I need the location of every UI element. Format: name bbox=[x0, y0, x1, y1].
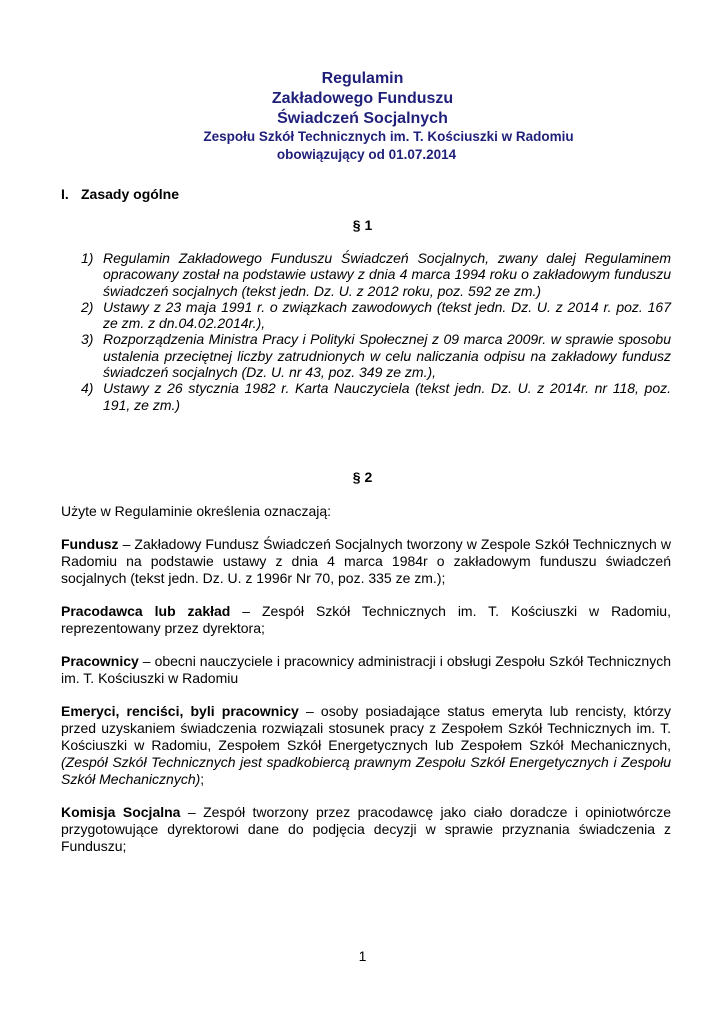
list-item-number: 4) bbox=[81, 380, 94, 397]
list-item-text: Ustawy z 26 stycznia 1982 r. Karta Nauczyciela (tekst jedn. Dz. U. z 2014r. nr 118, poz. 191, ze zm.) bbox=[103, 380, 671, 413]
list-item-text: Rozporządzenia Ministra Pracy i Polityki Społecznej z 09 marca 2009r. w sprawie sposobu ustalenia przeciętnej liczby zatrudnionych w celu naliczania odpisu na zakładowy fundusz świadczeń socjalnych (Dz. U. nr 43, poz. 349 ze zm.), bbox=[103, 331, 671, 381]
list-item-number: 2) bbox=[81, 298, 94, 315]
list-item bbox=[81, 299, 671, 332]
list-item-number: 1) bbox=[81, 250, 94, 266]
definition-term: Fundusz bbox=[61, 536, 119, 552]
section-title: Zasady ogólne bbox=[81, 186, 180, 202]
list-item-text: Ustawy z 23 maja 1991 r. o związkach zawodowych (tekst jedn. Dz. U. z 2014 r. poz. 167 ze zm. z dn.04.02.2014r.), bbox=[103, 298, 671, 332]
definition-term: Emeryci, renciści, byli pracownicy bbox=[61, 703, 299, 719]
definition-text: – Zespół tworzony przez pracodawcę jako ciało doradcze i opiniotwórcze przygotowujące dyrektorowi dane do podjęcia decyzji w sprawie przyznania świadczenia z Funduszu; bbox=[61, 804, 671, 854]
section-heading bbox=[61, 185, 179, 203]
definitions-intro: Użyte w Regulaminie określenia oznaczają: bbox=[61, 503, 332, 519]
list-item bbox=[81, 331, 671, 380]
list-item-text: Regulamin Zakładowego Funduszu Świadczeń Socjalnych, zwany dalej Regulaminem opracowany został na podstawie ustawy z dnia 4 marca 1994 roku o zakładowym funduszu świadczeń socjalnych (tekst jedn. Dz. U. z 2012 roku, poz. 592 ze zm.) bbox=[103, 250, 671, 299]
document-subtitle-school: Zespołu Szkół Technicznych im. T. Kościuszki w Radomiu bbox=[203, 129, 574, 144]
list-item bbox=[81, 250, 671, 299]
definition-term: Komisja Socjalna bbox=[61, 804, 181, 820]
document-title: Regulamin bbox=[321, 70, 404, 87]
definition-text: – Zespół Szkół Technicznych im. T. Kościuszki w Radomiu, reprezentowany przez dyrektora; bbox=[61, 603, 671, 636]
definition-text: – obecni nauczyciele i pracownicy administracji i obsługi Zespołu Szkół Technicznych im. T. Kościuszki w Radomiu bbox=[61, 653, 671, 686]
definition-komisja bbox=[61, 804, 671, 855]
document-title-line2: Zakładowego Funduszu bbox=[271, 90, 454, 107]
definition-fundusz bbox=[61, 536, 671, 587]
definition-text: – osoby posiadające status emeryta lub rencisty, którzy przed uzyskaniem świadczenia rozwiązali stosunek pracy z Zespołem Szkół Technicznych im. T. Kościuszki w Radomiu, Zespołem Szkół Energetycznych lub Zespołem Szkół Mechanicznych, bbox=[61, 703, 672, 753]
definition-tail: ; bbox=[200, 771, 205, 787]
definition-term: Pracodawca lub zakład bbox=[61, 603, 231, 619]
list-item bbox=[81, 380, 671, 413]
document-subtitle-date: obowiązujący od 01.07.2014 bbox=[276, 147, 457, 162]
definition-pracownicy bbox=[61, 653, 671, 687]
paragraph-mark-2: § 2 bbox=[352, 469, 373, 485]
definition-text: – Zakładowy Fundusz Świadczeń Socjalnych tworzony w Zespole Szkół Technicznych w Radomiu na podstawie ustawy z dnia 4 marca 1984r o zakładowym funduszu świadczeń socjalnych (tekst jedn. Dz. U. z 1996r Nr 70, poz. 335 ze zm.); bbox=[61, 536, 671, 586]
section-number: I. bbox=[61, 186, 69, 202]
page-number: 1 bbox=[358, 948, 367, 964]
document-title-line3: Świadczeń Socjalnych bbox=[277, 110, 448, 127]
definition-emeryci bbox=[61, 703, 671, 788]
legal-basis-list bbox=[81, 250, 671, 413]
paragraph-mark-1: § 1 bbox=[352, 217, 373, 233]
definition-term: Pracownicy bbox=[61, 653, 139, 669]
definition-italic-note: (Zespół Szkół Technicznych jest spadkobiercą prawnym Zespołu Szkół Energetycznych i Zespołu Szkół Mechanicznych) bbox=[61, 754, 671, 787]
list-item-number: 3) bbox=[81, 331, 94, 348]
definition-pracodawca bbox=[61, 603, 671, 637]
